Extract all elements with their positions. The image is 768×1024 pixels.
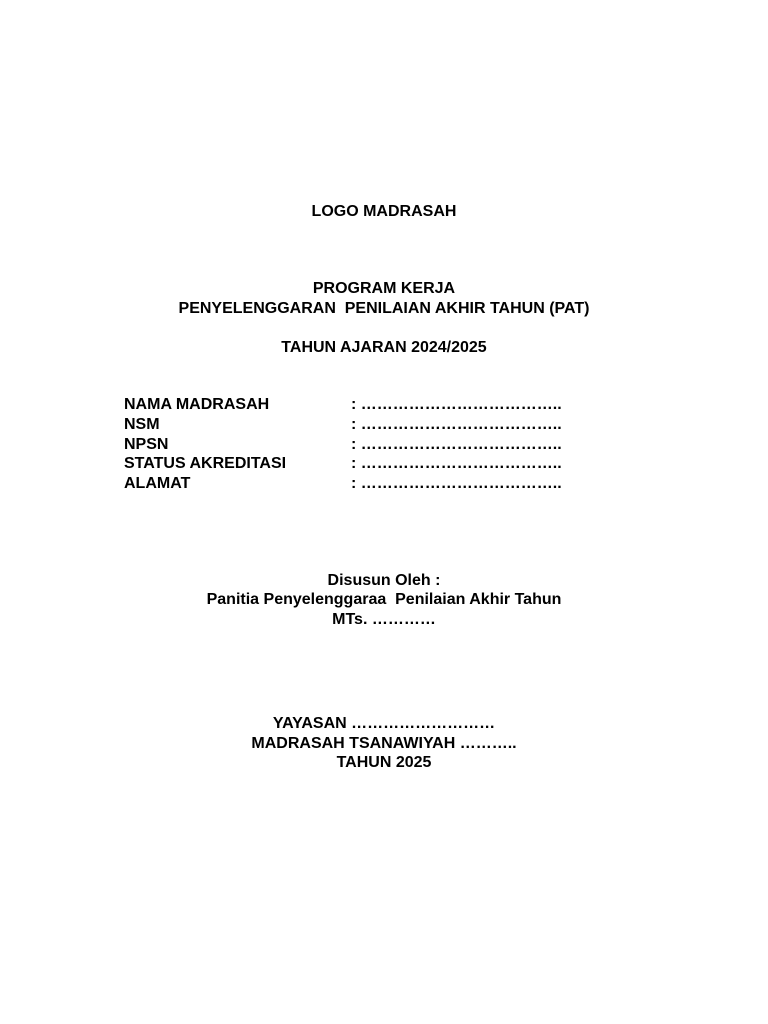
- foundation-name: YAYASAN ………………………: [272, 715, 496, 732]
- school-name: MTs. …………: [332, 611, 436, 628]
- committee-name: Panitia Penyelenggaraa Penilaian Akhir Tahun: [206, 591, 562, 608]
- info-row-nama: [124, 395, 611, 415]
- madrasah-info-table: [124, 395, 611, 494]
- logo-placeholder: LOGO MADRASAH: [311, 203, 457, 220]
- info-label: NPSN: [124, 435, 169, 453]
- academic-year: TAHUN AJARAN 2024/2025: [281, 339, 487, 356]
- info-label: ALAMAT: [124, 475, 191, 493]
- info-label: NAMA MADRASAH: [124, 396, 270, 413]
- info-value: : ………………………………..: [351, 415, 562, 433]
- info-value: : ………………………………..: [351, 475, 562, 493]
- info-value: : ………………………………..: [351, 455, 562, 473]
- footer-year: TAHUN 2025: [336, 754, 432, 771]
- info-row-akreditasi: [124, 454, 611, 474]
- program-subtitle: PENYELENGGARAN PENILAIAN AKHIR TAHUN (PAT): [178, 300, 590, 317]
- program-title: PROGRAM KERJA: [312, 280, 456, 297]
- info-label: STATUS AKREDITASI: [124, 455, 287, 473]
- info-value: : ………………………………..: [351, 396, 562, 413]
- info-row-alamat: [124, 474, 611, 494]
- info-value: : ………………………………..: [351, 435, 562, 453]
- compiled-by-heading: Disusun Oleh :: [327, 572, 441, 589]
- madrasah-name: MADRASAH TSANAWIYAH ………..: [251, 735, 517, 752]
- info-row-npsn: [124, 435, 611, 455]
- info-row-nsm: [124, 415, 611, 435]
- info-label: NSM: [124, 415, 160, 433]
